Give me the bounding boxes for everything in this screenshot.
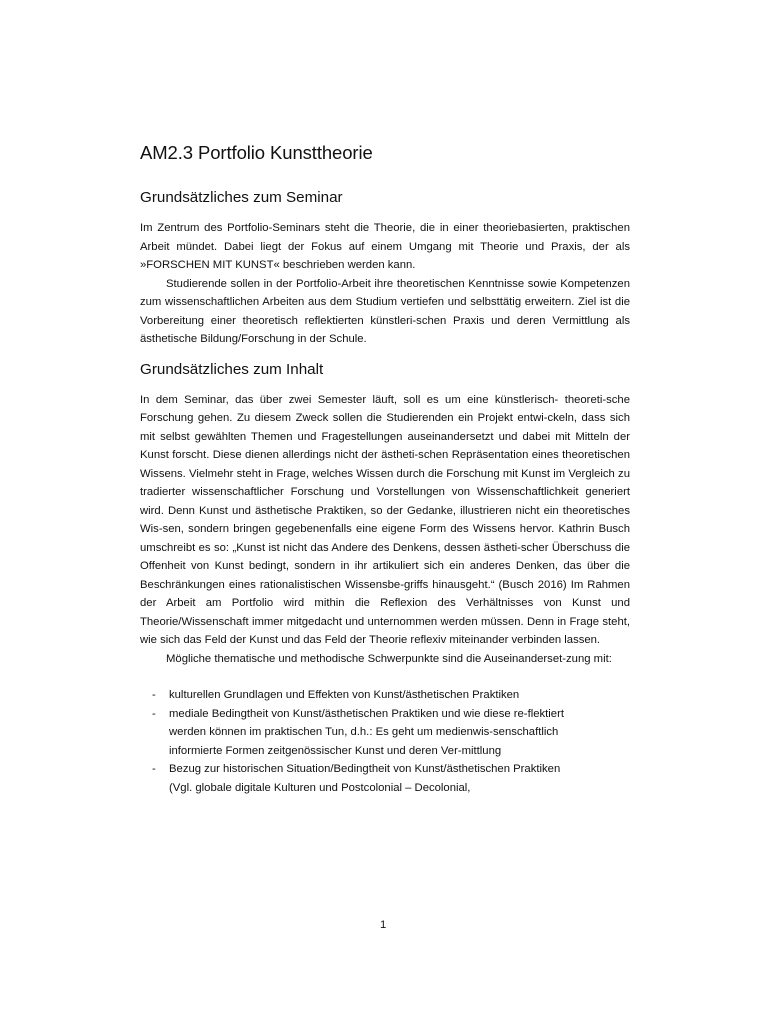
paragraph: In dem Seminar, das über zwei Semester läuft, soll es um eine künstlerisch- theoreti-sche Forschung gehen. Zu diesem Zweck sollen die Studierenden ein Projekt entwi-ckeln, dass sich mit selbst gewählten Themen und Fragestellungen auseinandersetzt und dabei mit Mitteln der Kunst forscht. Diese dienen allerdings nicht der ästheti-schen Repräsentation eines theoretischen Wissens. Vielmehr steht in Frage, welches Wissen durch die Forschung mit Kunst im Vergleich zu tradierter wissenschaftlicher Forschung und Vorstellungen von Wissenschaftlichkeit generiert wird. Denn Kunst und ästhetische Praktiken, so der Gedanke, illustrieren nicht ein theoretisches Wis-sen, sondern bringen gegebenenfalls eine eigene Form des Wissens hervor. Kathrin Busch umschreibt es so: „Kunst ist nicht das Andere des Denkens, dessen ästheti-scher Überschuss die Offenheit von Kunst bedingt, sondern in ihr artikuliert sich ein anderes Denken, das über die Beschränkungen eines rationalistischen Wissensbe-griffs hinausgeht.“ (Busch 2016) Im Rahmen der Arbeit am Portfolio wird mithin die Reflexion des Verhältnisses von Kunst und Theorie/Wissenschaft immer mitgedacht und unternommen werden müssen. Denn in Frage steht, wie sich das Feld der Kunst und das Feld der Theorie reflexiv miteinander verbinden lassen.	[140, 393, 630, 646]
section-heading-seminar: Grundsätzliches zum Seminar	[140, 189, 343, 206]
bullet-dash: -	[152, 763, 156, 775]
list-item-text: mediale Bedingtheit von Kunst/ästhetischen Praktiken und wie diese re-flektiert werden können im praktischen Tun, d.h.: Es geht um medienwis-senschaftlich informierte Formen zeitgenössischer Kunst und deren Ver-mittlung	[169, 707, 564, 757]
paragraph: Im Zentrum des Portfolio-Seminars steht die Theorie, die in einer theoriebasierten, praktischen Arbeit mündet. Dabei liegt der Fokus auf einem Umgang mit Theorie und Praxis, der als »FORSCHEN MIT KUNST« beschrieben werden kann.	[140, 222, 630, 271]
section-heading-inhalt: Grundsätzliches zum Inhalt	[140, 360, 324, 378]
list-item	[140, 705, 583, 761]
bullet-dash: -	[152, 689, 156, 701]
page-title: AM2.3 Portfolio Kunsttheorie	[140, 142, 373, 163]
page-content	[140, 142, 630, 797]
list-item-text: kulturellen Grundlagen und Effekten von Kunst/ästhetischen Praktiken	[169, 689, 520, 701]
paragraph: Studierende sollen in der Portfolio-Arbeit ihre theoretischen Kenntnisse sowie Kompetenzen zum wissenschaftlichen Arbeiten aus dem Studium vertiefen und selbsttätig erweitern. Ziel ist die Vorbereitung einer theoretisch reflektierten künstleri-schen Praxis und deren Vermittlung als ästhetische Bildung/Forschung in der Schule.	[140, 277, 630, 345]
list-item	[140, 760, 583, 797]
bullet-dash: -	[152, 707, 156, 720]
page-number: 1	[380, 919, 387, 931]
list-item	[140, 686, 583, 705]
paragraph: Mögliche thematische und methodische Schwerpunkte sind die Auseinanderset-zung mit:	[166, 652, 612, 665]
list-item-text: Bezug zur historischen Situation/Bedingtheit von Kunst/ästhetischen Praktiken (Vgl. globale digitale Kulturen und Postcolonial – Decolonial,	[169, 763, 561, 794]
topic-list	[140, 686, 630, 797]
